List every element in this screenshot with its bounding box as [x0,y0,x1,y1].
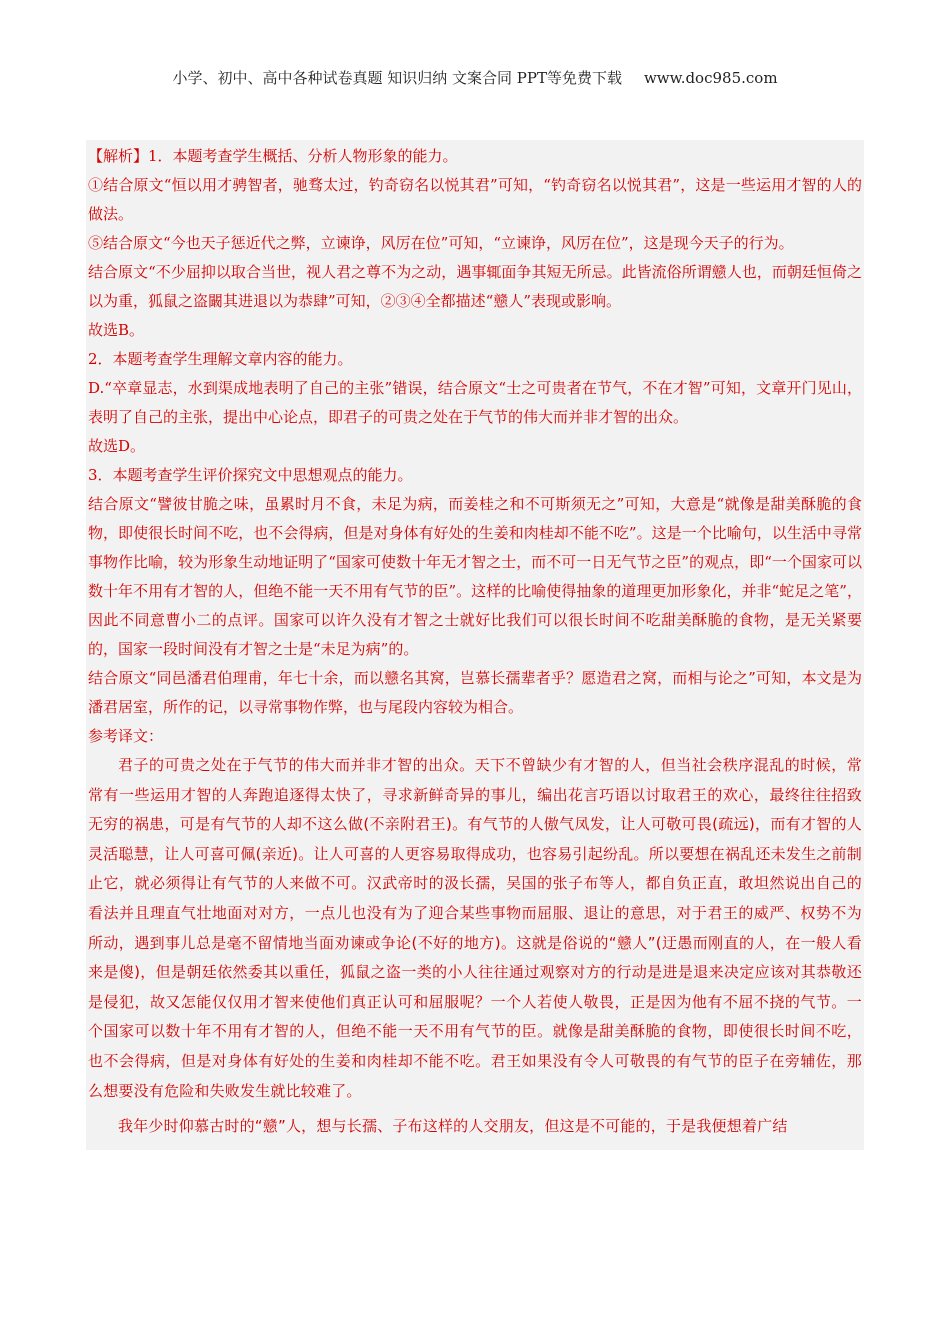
analysis-heading: 2．本题考查学生理解文章内容的能力。 [88,350,353,368]
analysis-paragraph: 结合原文“同邑潘君伯理甫，年七十余，而以戆名其窝，岂慕长孺辈者乎？愿造君之窝，而相与论之”可知，本文是为潘君居室，所作的记，以寻常事物作弊，也与尾段内容较为相合。 [88,669,862,716]
analysis-paragraph: ⑤结合原文“今也天子惩近代之弊，立谏诤，风厉在位”可知，“立谏诤，风厉在位”，这是现今天子的行为。 [88,234,794,252]
header-site-link[interactable]: www.doc985.com [643,69,778,87]
answer-analysis-block [86,140,864,1150]
page-header [0,66,950,90]
analysis-heading: 【解析】1．本题考查学生概括、分析人物形象的能力。 [88,147,458,165]
answer-choice: 故选B。 [88,321,145,339]
analysis-paragraph: ①结合原文“恒以用才骋智者，驰骛太过，钓奇窃名以悦其君”可知，“钓奇窃名以悦其君”，这是一些运用才智的人的做法。 [88,176,862,223]
analysis-paragraph: 结合原文“不少屈抑以取合当世，视人君之尊不为之动，遇事辄面争其短无所忌。此皆流俗所谓戆人也，而朝廷恒倚之以为重，狐鼠之盗闞其进退以为恭肆”可知，②③④全都描述“戆人”表现或影响。 [88,263,862,310]
analysis-heading: 3．本题考查学生评价探究文中思想观点的能力。 [88,466,413,484]
translation-paragraph: 君子的可贵之处在于气节的伟大而并非才智的出众。天下不曾缺少有才智的人，但当社会秩序混乱的时候，常常有一些运用才智的人奔跑追逐得太快了，寻求新鲜奇异的事儿，编出花言巧语以讨取君王的欢心，最终往往招致无穷的祸患，可是有气节的人却不这么做(不亲附君王)。有气节的人傲气凤发，让人可敬可畏(疏远)，而有才智的人灵活聪慧，让人可喜可佩(亲近)。让人可喜的人更容易取得成功，也容易引起纷乱。所以要想在祸乱还未发生之前制止它，就必须得让有气节的人来做不可。汉武帝时的汲长孺，吴国的张子布等人，都自负正直，敢坦然说出自己的看法并且理直气壮地面对对方，一点儿也没有为了迎合某些事物而屈服、退让的意思，对于君王的威严、权势不为所动，遇到事儿总是毫不留情地当面劝谏或争论(不好的地方)。这就是俗说的“戆人”(迂愚而刚直的人，在一般人看来是傻)，但是朝廷依然委其以重任，狐鼠之盗一类的小人往往通过观察对方的行动是进是退来决定应该对其恭敬还是侵犯，故又怎能仅仅用才智来使他们真正认可和屈服呢？一个人若使人敬畏，正是因为他有不屈不挠的气节。一个国家可以数十年不用有才智的人，但绝不能一天不用有气节的臣。就像是甜美酥脆的食物，即使很长时间不吃，也不会得病，但是对身体有好处的生姜和肉桂却不能不吃。君王如果没有令人可敬畏的有气节的臣子在旁辅佐，那么想要没有危险和失败发生就比较难了。 [88,756,862,1100]
analysis-paragraph: D.“卒章显志，水到渠成地表明了自己的主张”错误，结合原文“士之可贵者在节气，不在才智”可知，文章开门见山，表明了自己的主张，提出中心论点，即君子的可贵之处在于气节的伟大而并非才智的出众。 [88,379,862,426]
translation-label: 参考译文： [88,727,164,745]
header-text: 小学、初中、高中各种试卷真题 知识归纳 文案合同 PPT等免费下载 [172,69,622,87]
analysis-paragraph: 结合原文“譬彼甘脆之味，虽累时月不食，未足为病，而姜桂之和不可斯须无之”可知，大意是“就像是甜美酥脆的食物，即使很长时间不吃，也不会得病，但是对身体有好处的生姜和肉桂却不能不吃”。这是一个比喻句，以生活中寻常事物作比喻，较为形象生动地证明了“国家可使数十年无才智之士，而不可一日无气节之臣”的观点，即“一个国家可以数十年不用有才智的人，但绝不能一天不用有气节的臣”。这样的比喻使得抽象的道理更加形象化，并非“蛇足之笔”，因此不同意曹小二的点评。国家可以许久没有才智之士就好比我们可以很长时间不吃甜美酥脆的食物，是无关紧要的，国家一段时间没有才智之士是“未足为病”的。 [88,495,862,658]
answer-choice: 故选D。 [88,437,146,455]
translation-paragraph: 我年少时仰慕古时的“戆”人，想与长孺、子布这样的人交朋友，但这是不可能的，于是我便想着广结 [118,1117,788,1136]
